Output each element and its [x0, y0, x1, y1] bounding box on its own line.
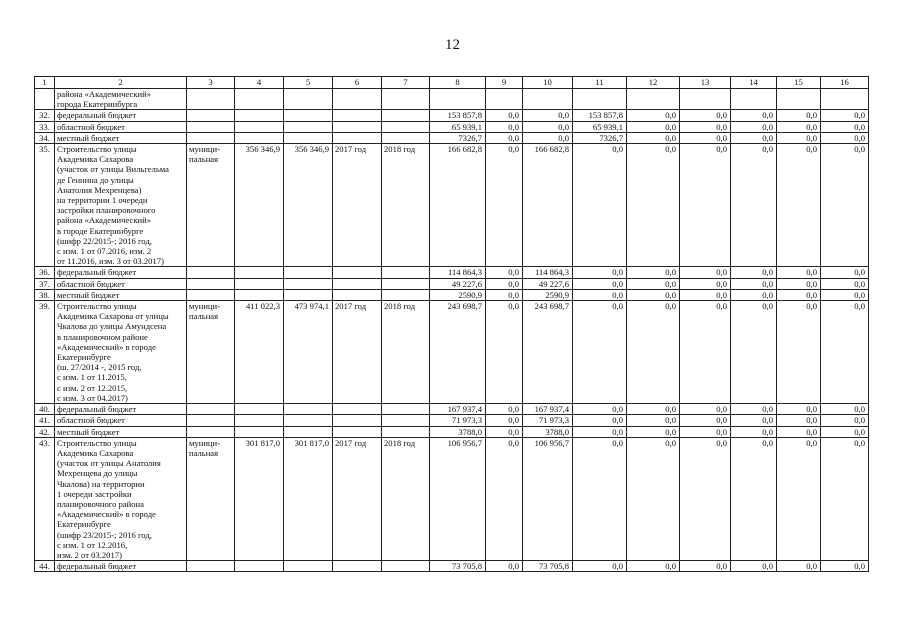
- ownership-cell: [187, 415, 235, 426]
- estimate-cost-cell: [235, 267, 284, 278]
- table-row: [35, 89, 869, 110]
- amount-cell: 0,0: [486, 301, 523, 404]
- total-cost-cell: [284, 426, 333, 437]
- amount-cell: [486, 89, 523, 110]
- amount-cell: 153 857,8: [430, 110, 486, 121]
- amount-cell: 106 956,7: [430, 437, 486, 560]
- amount-cell: 0,0: [486, 415, 523, 426]
- estimate-cost-cell: [235, 415, 284, 426]
- amount-cell: 0,0: [821, 144, 869, 267]
- row-number-cell: 36.: [35, 267, 55, 278]
- amount-cell: 0,0: [821, 301, 869, 404]
- amount-cell: 166 682,8: [430, 144, 486, 267]
- amount-cell: 0,0: [731, 289, 777, 300]
- description-cell: федеральный бюджет: [55, 267, 187, 278]
- amount-cell: 0,0: [821, 267, 869, 278]
- amount-cell: 243 698,7: [523, 301, 573, 404]
- amount-cell: 0,0: [777, 301, 821, 404]
- amount-cell: 0,0: [777, 404, 821, 415]
- amount-cell: 0,0: [486, 278, 523, 289]
- amount-cell: 0,0: [821, 415, 869, 426]
- amount-cell: 0,0: [821, 426, 869, 437]
- amount-cell: 3788,0: [430, 426, 486, 437]
- description-cell: областной бюджет: [55, 121, 187, 132]
- header-cell: 8: [430, 77, 486, 89]
- table-row: [35, 132, 869, 143]
- amount-cell: 0,0: [573, 415, 627, 426]
- ownership-cell: [187, 561, 235, 572]
- amount-cell: 49 227,6: [523, 278, 573, 289]
- amount-cell: 73 705,8: [523, 561, 573, 572]
- total-cost-cell: 356 346,9: [284, 144, 333, 267]
- amount-cell: 0,0: [627, 404, 680, 415]
- total-cost-cell: 301 817,0: [284, 437, 333, 560]
- amount-cell: 0,0: [627, 415, 680, 426]
- amount-cell: 0,0: [627, 121, 680, 132]
- amount-cell: [627, 89, 680, 110]
- amount-cell: 0,0: [821, 278, 869, 289]
- start-year-cell: 2017 год: [333, 301, 382, 404]
- estimate-cost-cell: [235, 110, 284, 121]
- estimate-cost-cell: [235, 561, 284, 572]
- amount-cell: 0,0: [777, 437, 821, 560]
- description-cell: местный бюджет: [55, 132, 187, 143]
- amount-cell: 0,0: [627, 267, 680, 278]
- table-row: [35, 426, 869, 437]
- end-year-cell: 2018 год: [382, 144, 430, 267]
- amount-cell: 0,0: [680, 437, 731, 560]
- end-year-cell: [382, 121, 430, 132]
- amount-cell: 2590,9: [523, 289, 573, 300]
- amount-cell: 0,0: [486, 267, 523, 278]
- estimate-cost-cell: 411 022,3: [235, 301, 284, 404]
- amount-cell: 0,0: [731, 437, 777, 560]
- header-cell: 2: [55, 77, 187, 89]
- description-cell: района «Академический» города Екатеринбурга: [55, 89, 187, 110]
- header-cell: 4: [235, 77, 284, 89]
- amount-cell: 0,0: [731, 144, 777, 267]
- amount-cell: 0,0: [777, 267, 821, 278]
- estimate-cost-cell: [235, 121, 284, 132]
- amount-cell: 71 973,3: [430, 415, 486, 426]
- total-cost-cell: [284, 132, 333, 143]
- end-year-cell: [382, 278, 430, 289]
- estimate-cost-cell: [235, 132, 284, 143]
- amount-cell: 0,0: [523, 121, 573, 132]
- start-year-cell: [333, 89, 382, 110]
- amount-cell: 0,0: [821, 437, 869, 560]
- amount-cell: 0,0: [731, 121, 777, 132]
- table-row: [35, 289, 869, 300]
- amount-cell: 7326,7: [573, 132, 627, 143]
- row-number-cell: 41.: [35, 415, 55, 426]
- ownership-cell: [187, 404, 235, 415]
- amount-cell: 0,0: [573, 561, 627, 572]
- table-row: [35, 110, 869, 121]
- table-row: [35, 144, 869, 267]
- amount-cell: 0,0: [486, 289, 523, 300]
- amount-cell: 7326,7: [430, 132, 486, 143]
- page-number: 12: [445, 37, 460, 53]
- amount-cell: 0,0: [821, 121, 869, 132]
- amount-cell: 0,0: [573, 267, 627, 278]
- amount-cell: 0,0: [627, 289, 680, 300]
- amount-cell: 0,0: [573, 437, 627, 560]
- end-year-cell: [382, 89, 430, 110]
- amount-cell: [680, 89, 731, 110]
- end-year-cell: [382, 267, 430, 278]
- ownership-cell: муници- пальная: [187, 301, 235, 404]
- end-year-cell: [382, 561, 430, 572]
- table-row: [35, 121, 869, 132]
- amount-cell: 0,0: [486, 404, 523, 415]
- amount-cell: 0,0: [523, 132, 573, 143]
- amount-cell: 0,0: [777, 278, 821, 289]
- ownership-cell: [187, 110, 235, 121]
- ownership-cell: [187, 426, 235, 437]
- amount-cell: 0,0: [680, 426, 731, 437]
- amount-cell: 0,0: [573, 144, 627, 267]
- header-cell: 15: [777, 77, 821, 89]
- amount-cell: 0,0: [731, 278, 777, 289]
- start-year-cell: [333, 561, 382, 572]
- amount-cell: 0,0: [731, 561, 777, 572]
- header-cell: 10: [523, 77, 573, 89]
- amount-cell: 0,0: [627, 132, 680, 143]
- header-cell: 3: [187, 77, 235, 89]
- ownership-cell: [187, 132, 235, 143]
- total-cost-cell: [284, 278, 333, 289]
- estimate-cost-cell: 356 346,9: [235, 144, 284, 267]
- estimate-cost-cell: [235, 404, 284, 415]
- end-year-cell: [382, 426, 430, 437]
- amount-cell: 0,0: [777, 144, 821, 267]
- row-number-cell: [35, 89, 55, 110]
- header-cell: 13: [680, 77, 731, 89]
- amount-cell: 0,0: [573, 278, 627, 289]
- header-cell: 1: [35, 77, 55, 89]
- description-cell: областной бюджет: [55, 415, 187, 426]
- amount-cell: 71 973,3: [523, 415, 573, 426]
- description-cell: федеральный бюджет: [55, 404, 187, 415]
- row-number-cell: 39.: [35, 301, 55, 404]
- table-row: [35, 561, 869, 572]
- amount-cell: 114 864,3: [523, 267, 573, 278]
- ownership-cell: [187, 289, 235, 300]
- header-cell: 9: [486, 77, 523, 89]
- header-cell: 11: [573, 77, 627, 89]
- amount-cell: 114 864,3: [430, 267, 486, 278]
- amount-cell: 49 227,6: [430, 278, 486, 289]
- amount-cell: [523, 89, 573, 110]
- amount-cell: 0,0: [731, 404, 777, 415]
- amount-cell: 0,0: [777, 289, 821, 300]
- description-cell: Строительство улицы Академика Сахарова от улицы Чкалова до улицы Амундсена в планировочном районе «Академический» в городе Екатеринбурге (ш. 27/2014 -, 2015 год, с изм. 1 от 11.2015, с изм. 2 от 12.2015, с изм. 3 от 04.2017): [55, 301, 187, 404]
- end-year-cell: [382, 110, 430, 121]
- amount-cell: 153 857,8: [573, 110, 627, 121]
- start-year-cell: [333, 415, 382, 426]
- amount-cell: 0,0: [821, 289, 869, 300]
- amount-cell: 0,0: [777, 415, 821, 426]
- header-row: [35, 77, 869, 89]
- amount-cell: 0,0: [627, 437, 680, 560]
- amount-cell: 0,0: [486, 561, 523, 572]
- amount-cell: 0,0: [627, 144, 680, 267]
- total-cost-cell: [284, 561, 333, 572]
- amount-cell: 0,0: [777, 561, 821, 572]
- amount-cell: [821, 89, 869, 110]
- description-cell: Строительство улицы Академика Сахарова (участок от улицы Анатолия Мехренцева до улицы Чкалова) на территории 1 очереди застройки планировочного района «Академический» в городе Екатеринбурге (шифр 23/2015-; 2016 год, с изм. 1 от 12.2016, изм. 2 от 03.2017): [55, 437, 187, 560]
- amount-cell: 0,0: [486, 144, 523, 267]
- start-year-cell: [333, 404, 382, 415]
- description-cell: местный бюджет: [55, 289, 187, 300]
- start-year-cell: 2017 год: [333, 144, 382, 267]
- amount-cell: 0,0: [821, 132, 869, 143]
- amount-cell: 0,0: [627, 426, 680, 437]
- amount-cell: 0,0: [680, 267, 731, 278]
- amount-cell: 73 705,8: [430, 561, 486, 572]
- estimate-cost-cell: [235, 89, 284, 110]
- amount-cell: 0,0: [680, 415, 731, 426]
- total-cost-cell: [284, 415, 333, 426]
- amount-cell: 0,0: [680, 561, 731, 572]
- amount-cell: 0,0: [680, 132, 731, 143]
- table-row: [35, 404, 869, 415]
- amount-cell: 65 939,1: [573, 121, 627, 132]
- amount-cell: 0,0: [777, 426, 821, 437]
- amount-cell: 0,0: [731, 426, 777, 437]
- description-cell: областной бюджет: [55, 278, 187, 289]
- amount-cell: 167 937,4: [430, 404, 486, 415]
- ownership-cell: муници- пальная: [187, 437, 235, 560]
- amount-cell: 0,0: [731, 110, 777, 121]
- ownership-cell: муници- пальная: [187, 144, 235, 267]
- row-number-cell: 37.: [35, 278, 55, 289]
- amount-cell: 0,0: [777, 121, 821, 132]
- row-number-cell: 40.: [35, 404, 55, 415]
- start-year-cell: [333, 267, 382, 278]
- estimate-cost-cell: [235, 278, 284, 289]
- end-year-cell: [382, 132, 430, 143]
- description-cell: федеральный бюджет: [55, 110, 187, 121]
- row-number-cell: 38.: [35, 289, 55, 300]
- total-cost-cell: [284, 110, 333, 121]
- amount-cell: 0,0: [680, 301, 731, 404]
- estimate-cost-cell: 301 817,0: [235, 437, 284, 560]
- amount-cell: 0,0: [821, 110, 869, 121]
- amount-cell: 0,0: [680, 404, 731, 415]
- end-year-cell: [382, 415, 430, 426]
- start-year-cell: [333, 110, 382, 121]
- end-year-cell: 2018 год: [382, 437, 430, 560]
- amount-cell: 0,0: [486, 437, 523, 560]
- table-row: [35, 301, 869, 404]
- budget-table: [34, 76, 869, 572]
- amount-cell: 0,0: [731, 267, 777, 278]
- amount-cell: 0,0: [486, 121, 523, 132]
- amount-cell: 0,0: [573, 301, 627, 404]
- start-year-cell: [333, 426, 382, 437]
- table-row: [35, 415, 869, 426]
- description-cell: федеральный бюджет: [55, 561, 187, 572]
- header-cell: 6: [333, 77, 382, 89]
- description-cell: Строительство улицы Академика Сахарова (участок от улицы Вильгельма де Геннина до улицы Анатолия Мехренцева) на территории 1 очереди застройки планировочного района «Академический» в городе Екатеринбурге (шифр 22/2015-; 2016 год, с изм. 1 от 07.2016, изм. 2 от 11.2016, изм. 3 от 03.2017): [55, 144, 187, 267]
- amount-cell: [777, 89, 821, 110]
- header-cell: 5: [284, 77, 333, 89]
- total-cost-cell: 473 974,1: [284, 301, 333, 404]
- total-cost-cell: [284, 289, 333, 300]
- amount-cell: 0,0: [573, 426, 627, 437]
- amount-cell: 167 937,4: [523, 404, 573, 415]
- row-number-cell: 42.: [35, 426, 55, 437]
- start-year-cell: [333, 278, 382, 289]
- total-cost-cell: [284, 121, 333, 132]
- description-cell: местный бюджет: [55, 426, 187, 437]
- ownership-cell: [187, 121, 235, 132]
- total-cost-cell: [284, 404, 333, 415]
- amount-cell: 3788,0: [523, 426, 573, 437]
- estimate-cost-cell: [235, 426, 284, 437]
- amount-cell: 0,0: [627, 278, 680, 289]
- row-number-cell: 35.: [35, 144, 55, 267]
- end-year-cell: [382, 404, 430, 415]
- row-number-cell: 44.: [35, 561, 55, 572]
- amount-cell: 0,0: [486, 110, 523, 121]
- row-number-cell: 33.: [35, 121, 55, 132]
- amount-cell: 0,0: [821, 404, 869, 415]
- total-cost-cell: [284, 89, 333, 110]
- amount-cell: 0,0: [777, 132, 821, 143]
- table-row: [35, 267, 869, 278]
- amount-cell: 0,0: [680, 289, 731, 300]
- amount-cell: 0,0: [680, 278, 731, 289]
- start-year-cell: [333, 121, 382, 132]
- table-row: [35, 278, 869, 289]
- amount-cell: 166 682,8: [523, 144, 573, 267]
- amount-cell: 0,0: [627, 301, 680, 404]
- amount-cell: 0,0: [821, 561, 869, 572]
- estimate-cost-cell: [235, 289, 284, 300]
- amount-cell: 0,0: [627, 110, 680, 121]
- amount-cell: 0,0: [523, 110, 573, 121]
- row-number-cell: 43.: [35, 437, 55, 560]
- amount-cell: 0,0: [731, 301, 777, 404]
- amount-cell: 0,0: [680, 110, 731, 121]
- amount-cell: 2590,9: [430, 289, 486, 300]
- header-cell: 14: [731, 77, 777, 89]
- table-row: [35, 437, 869, 560]
- amount-cell: 0,0: [486, 426, 523, 437]
- header-cell: 7: [382, 77, 430, 89]
- end-year-cell: [382, 289, 430, 300]
- header-cell: 16: [821, 77, 869, 89]
- amount-cell: 0,0: [573, 404, 627, 415]
- ownership-cell: [187, 89, 235, 110]
- ownership-cell: [187, 267, 235, 278]
- end-year-cell: 2018 год: [382, 301, 430, 404]
- amount-cell: 0,0: [486, 132, 523, 143]
- amount-cell: [573, 89, 627, 110]
- ownership-cell: [187, 278, 235, 289]
- amount-cell: 0,0: [573, 289, 627, 300]
- total-cost-cell: [284, 267, 333, 278]
- amount-cell: [430, 89, 486, 110]
- amount-cell: 106 956,7: [523, 437, 573, 560]
- start-year-cell: [333, 289, 382, 300]
- amount-cell: 65 939,1: [430, 121, 486, 132]
- amount-cell: 0,0: [731, 132, 777, 143]
- amount-cell: 0,0: [627, 561, 680, 572]
- header-cell: 12: [627, 77, 680, 89]
- amount-cell: 0,0: [731, 415, 777, 426]
- amount-cell: 0,0: [680, 144, 731, 267]
- start-year-cell: [333, 132, 382, 143]
- amount-cell: [731, 89, 777, 110]
- amount-cell: 0,0: [777, 110, 821, 121]
- row-number-cell: 34.: [35, 132, 55, 143]
- row-number-cell: 32.: [35, 110, 55, 121]
- amount-cell: 243 698,7: [430, 301, 486, 404]
- start-year-cell: 2017 год: [333, 437, 382, 560]
- amount-cell: 0,0: [680, 121, 731, 132]
